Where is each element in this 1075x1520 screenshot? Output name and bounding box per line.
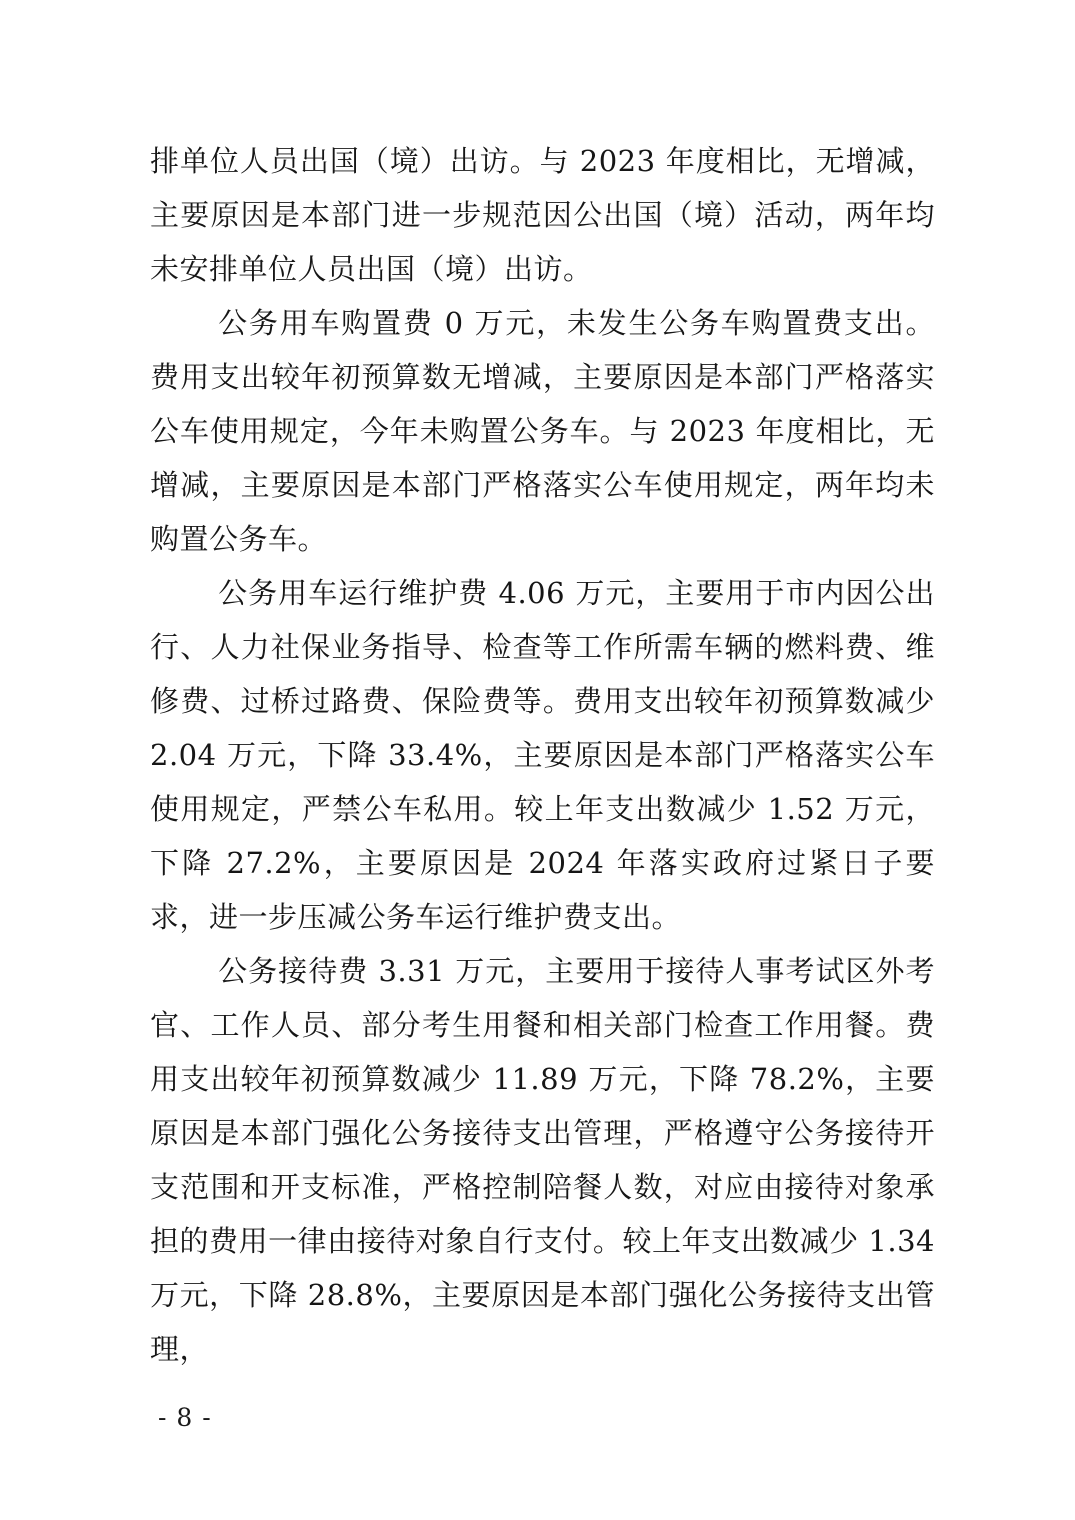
paragraph-official-reception-fee: 公务接待费 3.31 万元，主要用于接待人事考试区外考官、工作人员、部分考生用餐和相关部门检查工作用餐。费用支出较年初预算数减少 11.89 万元，下降 78.2%，主要原因是本部门强化公务接待支出管理，严格遵守公务接待开支范围和开支标准，严格控制陪餐人数，对应由接待对象承担的费用一律由接待对象自行支付。较上年支出数减少 1.34 万元，下降 28.8%，主要原因是本部门强化公务接待支出管理，	[150, 954, 935, 1366]
paragraph-vehicle-maintenance-fee: 公务用车运行维护费 4.06 万元，主要用于市内因公出行、人力社保业务指导、检查等工作所需车辆的燃料费、维修费、过桥过路费、保险费等。费用支出较年初预算数减少 2.04 万元，下降 33.4%，主要原因是本部门严格落实公车使用规定，严禁公车私用。较上年支出数减少 1.52 万元，下降 27.2%，主要原因是 2024 年落实政府过紧日子要求，进一步压减公务车运行维护费支出。	[150, 576, 935, 934]
document-body	[150, 134, 935, 1376]
paragraph-continuation: 排单位人员出国（境）出访。与 2023 年度相比，无增减，主要原因是本部门进一步规范因公出国（境）活动，两年均未安排单位人员出国（境）出访。	[150, 144, 935, 286]
paragraph-vehicle-purchase-fee: 公务用车购置费 0 万元，未发生公务车购置费支出。费用支出较年初预算数无增减，主要原因是本部门严格落实公车使用规定，今年未购置公务车。与 2023 年度相比，无增减，主要原因是本部门严格落实公车使用规定，两年均未购置公务车。	[150, 306, 935, 556]
page-number: - 8 -	[158, 1403, 212, 1432]
